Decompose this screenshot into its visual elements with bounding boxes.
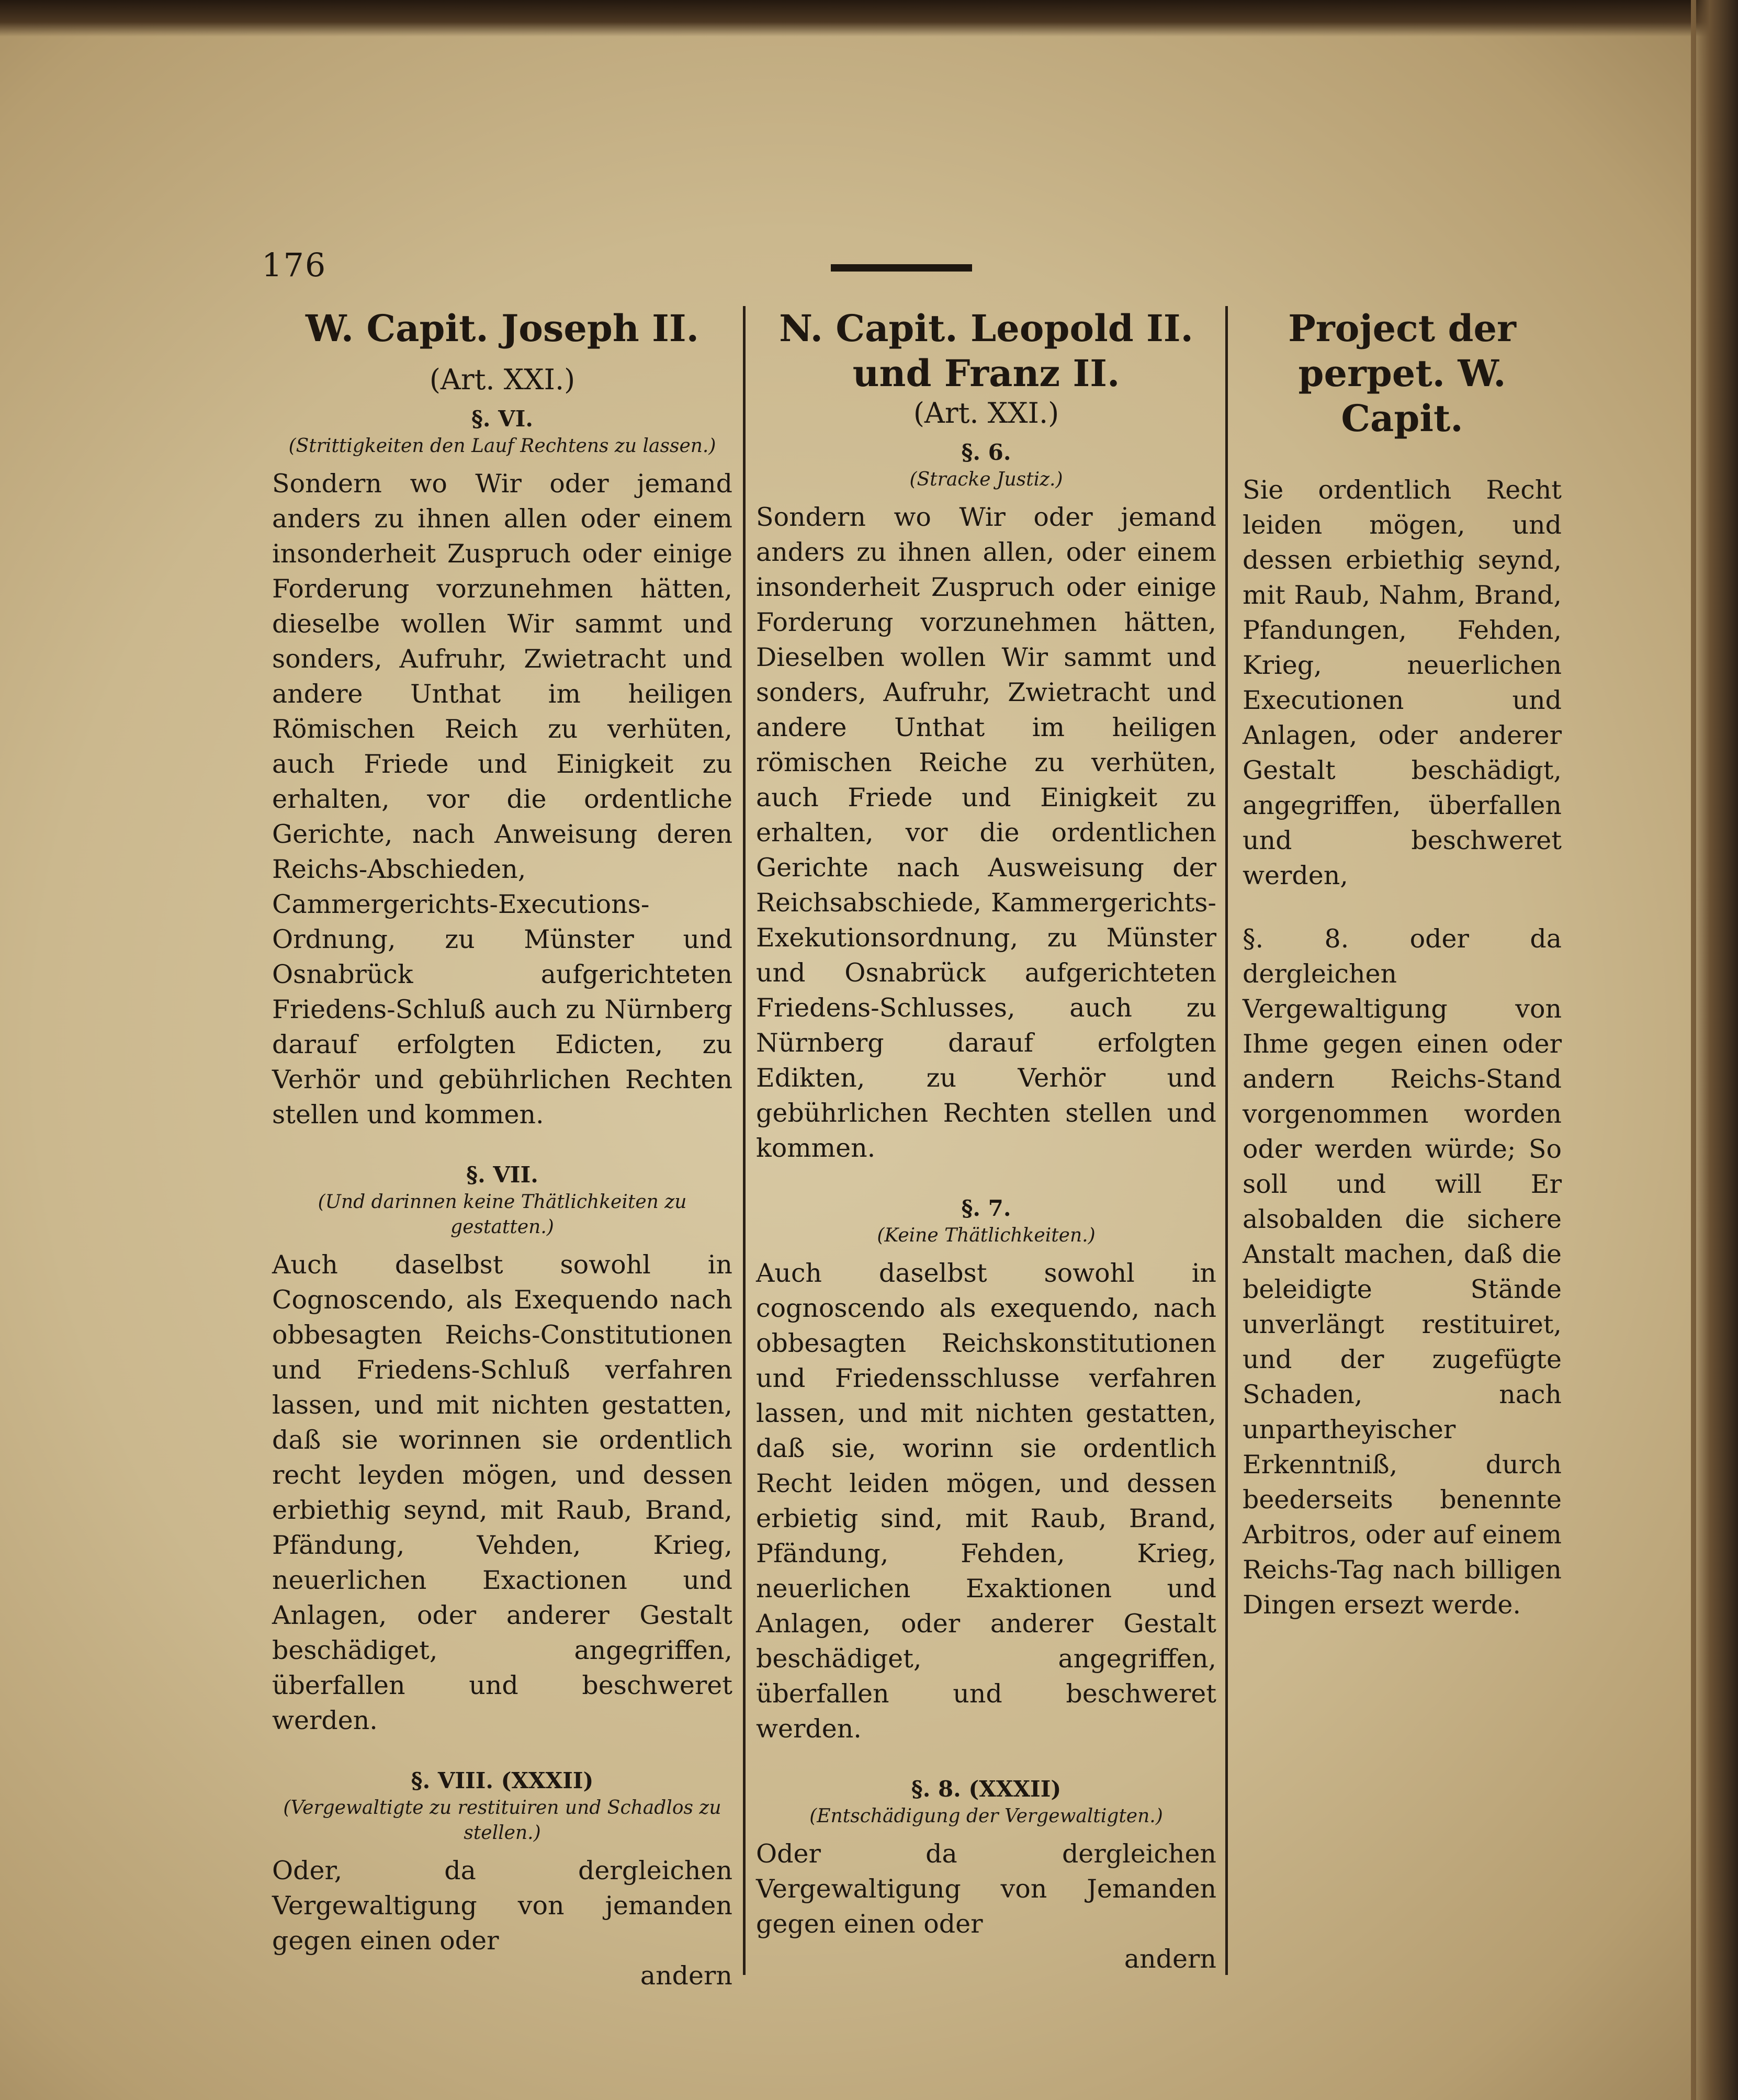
section-text: Sondern wo Wir oder jemand anders zu ihnen allen, oder einem insonderheit Zuspruch oder einige Forderung vorzunehmen hätten, Dieselben wollen Wir sammt und sonders, Aufruhr, Zwietracht und andere Unthat im heiligen römischen Reiche zu verhüten, auch Friede und Einigkeit zu erhalten, vor die ordentlichen Gerichte nach Ausweisung der Reichsabschiede, Kammergerichts-Exekutionsordnung, zu Münster und Osnabrück aufgerichteten Friedens-Schlusses, auch zu Nürnberg darauf erfolgten Edikten, zu Verhör und gebührlichen Rechten stellen und kommen. bbox=[756, 502, 1216, 1163]
column-heading: Project der perpet. W. Capit. bbox=[1288, 307, 1516, 440]
section-text: Auch daselbst sowohl in cognoscendo als exequendo, nach obbesagten Reichskonstitutionen und Friedensschlusse verfahren lassen, und mit nichten gestatten, daß sie, worinn sie ordentlich Recht leiden mögen, und dessen erbietig sind, mit Raub, Brand, Pfändung, Fehden, Krieg, neuerlichen Exaktionen und Anlagen, oder anderer Gestalt beschädiget, angegriffen, überfallen und beschweret werden. bbox=[756, 1258, 1216, 1744]
column-rule-left bbox=[743, 306, 746, 1975]
page-number: 176 bbox=[262, 246, 327, 284]
section-text: Auch daselbst sowohl in Cognoscendo, als Exequendo nach obbesagten Reichs-Constitutionen und Friedens-Schluß verfahren lassen, und mit nichten gestatten, daß sie worinnen sie ordentlich recht leyden mögen, und dessen erbiethig seynd, mit Raub, Brand, Pfändung, Vehden, Krieg, neuerlichen Exactionen und Anlagen, oder anderer Gestalt beschädiget, angegriffen, überfallen und beschweret werden. bbox=[272, 1250, 732, 1735]
section-text: Oder, da dergleichen Vergewaltigung von jemanden gegen einen oder bbox=[272, 1856, 732, 1956]
section-note: (Entschädigung der Vergewaltigten.) bbox=[809, 1805, 1163, 1827]
top-rule bbox=[831, 264, 972, 272]
section-number: §. VII. bbox=[466, 1162, 538, 1188]
page-top-edge bbox=[0, 0, 1738, 37]
article-label: (Art. XXI.) bbox=[429, 363, 575, 396]
section-number: §. 8. (XXXII) bbox=[911, 1776, 1062, 1802]
column-leopold-franz bbox=[756, 306, 1216, 1977]
page-right-edge bbox=[1691, 0, 1738, 2100]
article-label: (Art. XXI.) bbox=[913, 397, 1059, 430]
section-number: §. 6. bbox=[961, 439, 1011, 465]
section-number: §. VIII. (XXXII) bbox=[411, 1768, 594, 1793]
column-text: §. 8. oder da dergleichen Vergewaltigung von Ihme gegen einen oder andern Reichs-Stand vorgenommen worden oder werden würde; So soll und will Er alsobalden die sichere Anstalt machen, daß die beleidigte Stände unverlängt restituiret, und der zugefügte Schaden, nach unpartheyischer Erkenntniß, durch beederseits benennte Arbitros, oder auf einem Reichs-Tag nach billigen Dingen ersezt werde. bbox=[1243, 924, 1562, 1620]
column-heading: N. Capit. Leopold II. und Franz II. bbox=[779, 307, 1193, 395]
column-rule-right bbox=[1225, 306, 1228, 1975]
column-project bbox=[1243, 306, 1562, 1622]
column-joseph-ii bbox=[272, 306, 732, 1993]
section-note: (Keine Thätlichkeiten.) bbox=[877, 1225, 1096, 1246]
section-note: (Und darinnen keine Thätlichkeiten zu gestatten.) bbox=[318, 1191, 687, 1238]
column-heading: W. Capit. Joseph II. bbox=[306, 307, 699, 350]
section-text: Sondern wo Wir oder jemand anders zu ihnen allen oder einem insonderheit Zuspruch oder einige Forderung vorzunehmen hätten, dieselbe wollen Wir sammt und sonders, Aufruhr, Zwietracht und andere Unthat im heiligen Römischen Reich zu verhüten, auch Friede und Einigkeit zu erhalten, vor die ordentliche Gerichte, nach Anweisung deren Reichs-Abschieden, Cammergerichts-Executions-Ordnung, zu Münster und Osnabrück aufgerichteten Friedens-Schluß auch zu Nürnberg darauf erfolgten Edicten, zu Verhör und gebührlichen Rechten stellen und kommen. bbox=[272, 469, 732, 1130]
section-note: (Vergewaltigte zu restituiren und Schadlos zu stellen.) bbox=[283, 1797, 721, 1844]
catchword: andern bbox=[1124, 1944, 1216, 1974]
section-number: §. 7. bbox=[961, 1195, 1011, 1221]
section-text: Oder da dergleichen Vergewaltigung von Jemanden gegen einen oder bbox=[756, 1839, 1216, 1939]
section-number: §. VI. bbox=[471, 406, 534, 432]
section-note: (Stracke Justiz.) bbox=[909, 469, 1063, 490]
section-note: (Strittigkeiten den Lauf Rechtens zu lassen.) bbox=[288, 435, 716, 457]
column-text: Sie ordentlich Recht leiden mögen, und dessen erbiethig seynd, mit Raub, Nahm, Brand, Pfandungen, Fehden, Krieg, neuerlichen Executionen und Anlagen, oder anderer Gestalt beschädigt, angegriffen, überfallen und beschweret werden, bbox=[1243, 475, 1562, 890]
catchword: andern bbox=[640, 1961, 732, 1991]
